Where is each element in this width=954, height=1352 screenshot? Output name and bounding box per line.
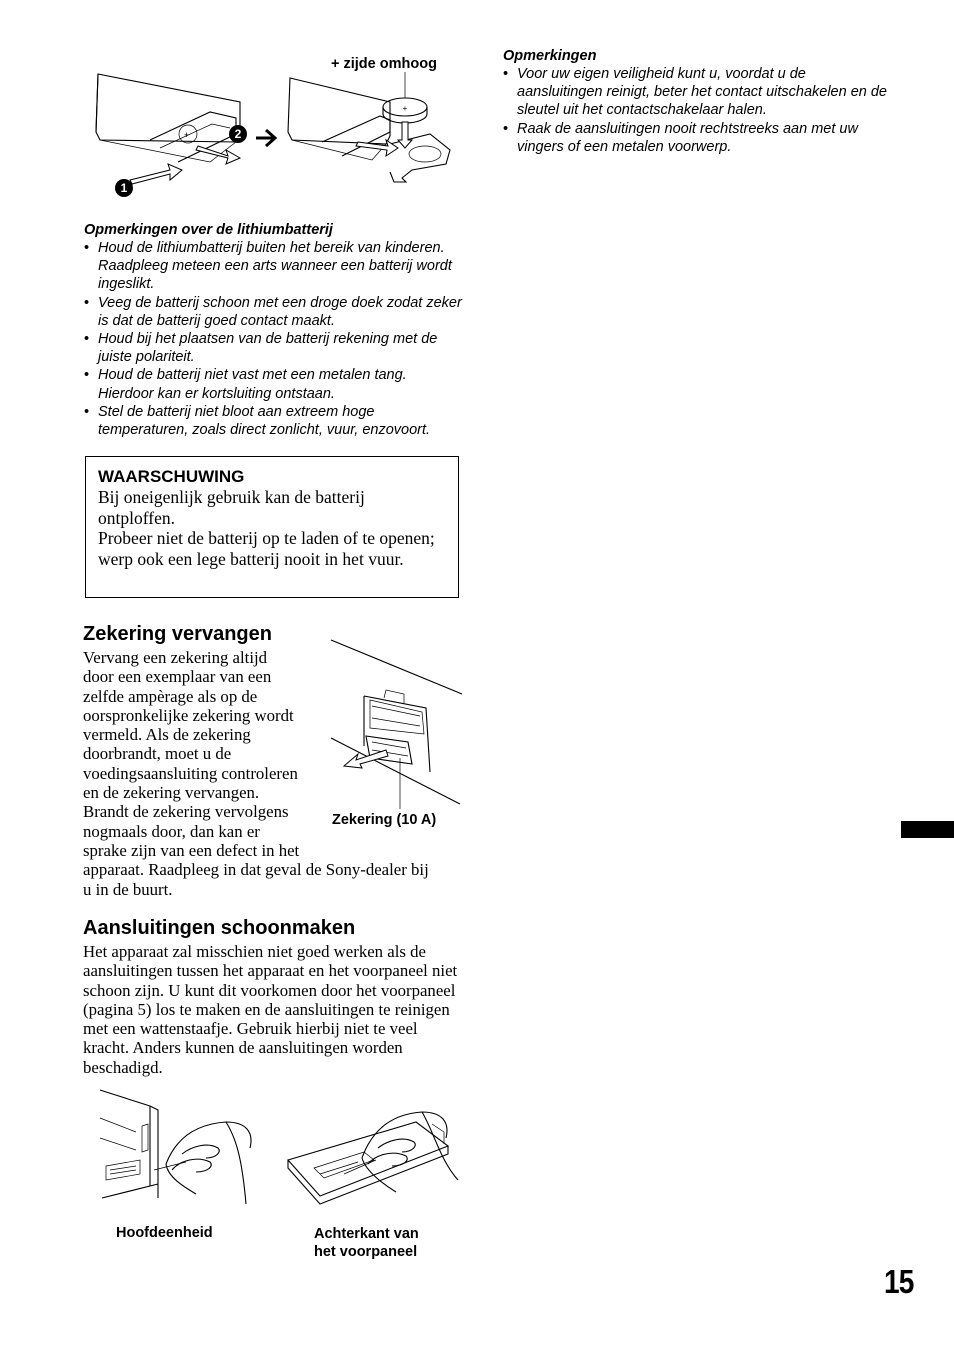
fuse-caption: Zekering (10 A) <box>332 812 437 828</box>
fuse-text-line: sprake zijn van een defect in het <box>83 840 300 860</box>
fuse-text-line: oorspronkelijke zekering wordt <box>83 705 294 725</box>
fuse-text-line: nogmaals door, dan kan er <box>83 821 260 841</box>
fuse-text-line: doorbrandt, moet u de <box>83 744 232 764</box>
svg-text:2: 2 <box>234 127 242 141</box>
fuse-illustration <box>326 634 466 809</box>
list-item: • Veeg de batterij schoon met een droge doek zodat zeker is dat de batterij goed contact maakt. <box>84 294 464 330</box>
fuse-text-line: voedingsaansluiting controleren <box>83 763 298 783</box>
svg-text:1: 1 <box>120 181 128 195</box>
warning-text-1: Bij oneigenlijk gebruik kan de batterij ontploffen. <box>98 487 365 528</box>
section-tab-marker <box>901 821 954 838</box>
warning-text-2: Probeer niet de batterij op te laden of te openen; werp ook een lege batterij nooit in het vuur. <box>98 528 435 569</box>
plus-side-up-label: + zijde omhoog <box>331 56 437 72</box>
list-item: • Voor uw eigen veiligheid kunt u, voordat u de aansluitingen reinigt, beter het contact uitschakelen en de sleutel uit het contactschakelaar halen. <box>503 65 893 120</box>
right-notes-list <box>503 65 893 156</box>
fuse-text-line: Brandt de zekering vervolgens <box>83 802 289 822</box>
cleaning-section-body: Het apparaat zal misschien niet goed werken als de aansluitingen tussen het apparaat en het voorpaneel niet schoon zijn. U kunt dit voorkomen door het voorpaneel (pagina 5) los te maken en de aansluitingen te reinigen met een wattenstaafje. Gebruik hierbij niet te veel kracht. Anders kunnen de aansluitingen worden beschadigd. <box>83 942 458 1077</box>
fuse-text-line: vermeld. Als de zekering <box>83 725 251 745</box>
cleaning-illustration <box>96 1088 462 1213</box>
fuse-figure <box>326 634 466 834</box>
battery-replacement-illustration <box>90 52 462 202</box>
cleaning-section-heading: Aansluitingen schoonmaken <box>83 917 356 939</box>
main-unit-caption: Hoofdeenheid <box>116 1225 213 1241</box>
front-panel-back-caption-line-2: het voorpaneel <box>314 1244 418 1260</box>
step-2-badge <box>229 125 247 143</box>
page-number: 15 <box>884 1263 914 1300</box>
fuse-text-line: zelfde ampèrage als op de <box>83 686 258 706</box>
svg-text:+: + <box>184 130 190 140</box>
step-1-badge <box>115 179 133 197</box>
fuse-text-line: Vervang een zekering altijd <box>83 648 268 667</box>
right-notes <box>503 47 893 156</box>
battery-replacement-figure <box>90 52 462 202</box>
fuse-text-line: apparaat. Raadpleeg in dat geval de Sony-dealer bij <box>83 860 429 880</box>
list-item: • Houd de batterij niet vast met een metalen tang. Hierdoor kan er kortsluiting ontstaan. <box>84 366 464 402</box>
list-item: • Houd de lithiumbatterij buiten het bereik van kinderen. Raadpleeg meteen een arts wanneer een batterij wordt ingeslikt. <box>84 239 464 294</box>
lithium-notes <box>84 221 464 439</box>
cleaning-figure <box>96 1088 462 1263</box>
right-notes-title: Opmerkingen <box>503 48 597 64</box>
warning-title: WAARSCHUWING <box>98 467 245 486</box>
lithium-notes-title: Opmerkingen over de lithiumbatterij <box>84 222 333 238</box>
fuse-text-line: u in de buurt. <box>83 879 173 899</box>
list-item: • Raak de aansluitingen nooit rechtstreeks aan met uw vingers of een metalen voorwerp. <box>503 120 893 156</box>
warning-box <box>85 456 459 598</box>
front-panel-back-caption <box>314 1225 419 1261</box>
front-panel-back-caption-line-1: Achterkant van <box>314 1226 419 1242</box>
fuse-section-heading: Zekering vervangen <box>83 623 272 645</box>
lithium-notes-list <box>84 239 464 439</box>
svg-text:+: + <box>402 104 408 113</box>
fuse-text-line: en de zekering vervangen. <box>83 783 260 803</box>
fuse-text-line: door een exemplaar van een <box>83 667 272 687</box>
next-step-arrow-icon <box>256 130 275 146</box>
list-item: • Houd bij het plaatsen van de batterij rekening met de juiste polariteit. <box>84 330 464 366</box>
list-item: • Stel de batterij niet bloot aan extreem hoge temperaturen, zoals direct zonlicht, vuur, enzovoort. <box>84 403 464 439</box>
